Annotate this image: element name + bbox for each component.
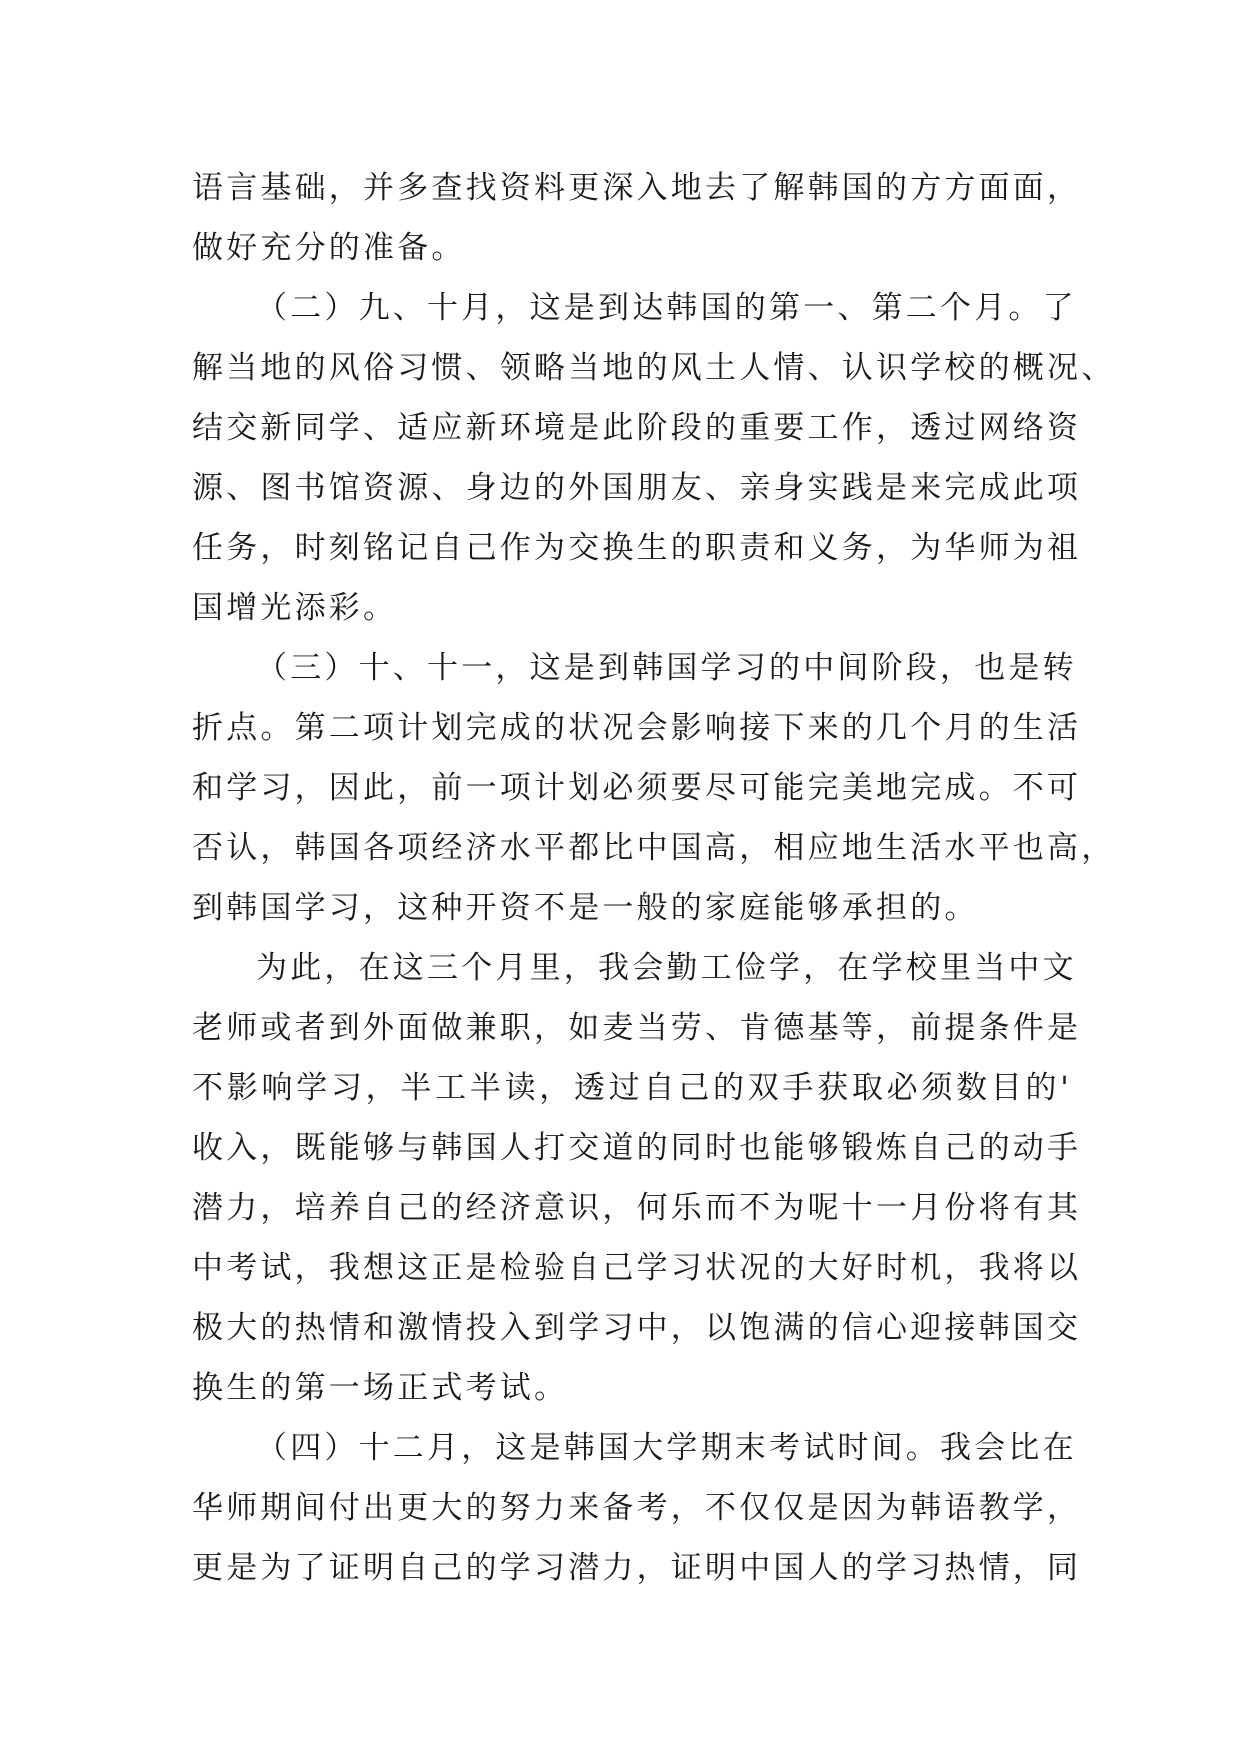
text-line: （四）十二月，这是韩国大学期末考试时间。我会比在	[256, 1430, 1077, 1466]
text-line: 潜力，培养自己的经济意识，何乐而不为呢十一月份将有其	[192, 1190, 1082, 1226]
text-line: 为此，在这三个月里，我会勤工俭学，在学校里当中文	[256, 950, 1077, 986]
document-body	[192, 158, 1116, 1598]
text-line: 源、图书馆资源、身边的外国朋友、亲身实践是来完成此项	[192, 470, 1082, 506]
text-line: （三）十、十一，这是到韩国学习的中间阶段，也是转	[256, 650, 1077, 686]
text-line: （二）九、十月，这是到达韩国的第一、第二个月。了	[256, 290, 1077, 326]
text-line: 不影响学习，半工半读，透过自己的双手获取必须数目的'	[192, 1070, 1072, 1106]
text-line: 否认，韩国各项经济水平都比中国高，相应地生活水平也高，	[192, 830, 1116, 866]
text-line: 语言基础，并多查找资料更深入地去了解韩国的方方面面，	[192, 170, 1082, 206]
text-line: 做好充分的准备。	[192, 230, 466, 266]
text-line: 收入，既能够与韩国人打交道的同时也能够锻炼自己的动手	[192, 1130, 1082, 1166]
text-line: 国增光添彩。	[192, 590, 398, 626]
text-line: 和学习，因此，前一项计划必须要尽可能完美地完成。不可	[192, 770, 1082, 806]
text-line: 任务，时刻铭记自己作为交换生的职责和义务，为华师为祖	[192, 530, 1082, 566]
text-line: 中考试，我想这正是检验自己学习状况的大好时机，我将以	[192, 1250, 1082, 1286]
text-line: 更是为了证明自己的学习潜力，证明中国人的学习热情，同	[192, 1550, 1082, 1586]
text-line: 换生的第一场正式考试。	[192, 1370, 569, 1406]
text-line: 结交新同学、适应新环境是此阶段的重要工作，透过网络资	[192, 410, 1082, 446]
text-line: 折点。第二项计划完成的状况会影响接下来的几个月的生活	[192, 710, 1082, 746]
text-line: 到韩国学习，这种开资不是一般的家庭能够承担的。	[192, 890, 979, 926]
text-line: 解当地的风俗习惯、领略当地的风土人情、认识学校的概况、	[192, 350, 1116, 386]
text-line: 老师或者到外面做兼职，如麦当劳、肯德基等，前提条件是	[192, 1010, 1082, 1046]
text-line: 极大的热情和激情投入到学习中，以饱满的信心迎接韩国交	[192, 1310, 1082, 1346]
text-line: 华师期间付出更大的努力来备考，不仅仅是因为韩语教学，	[192, 1490, 1082, 1526]
